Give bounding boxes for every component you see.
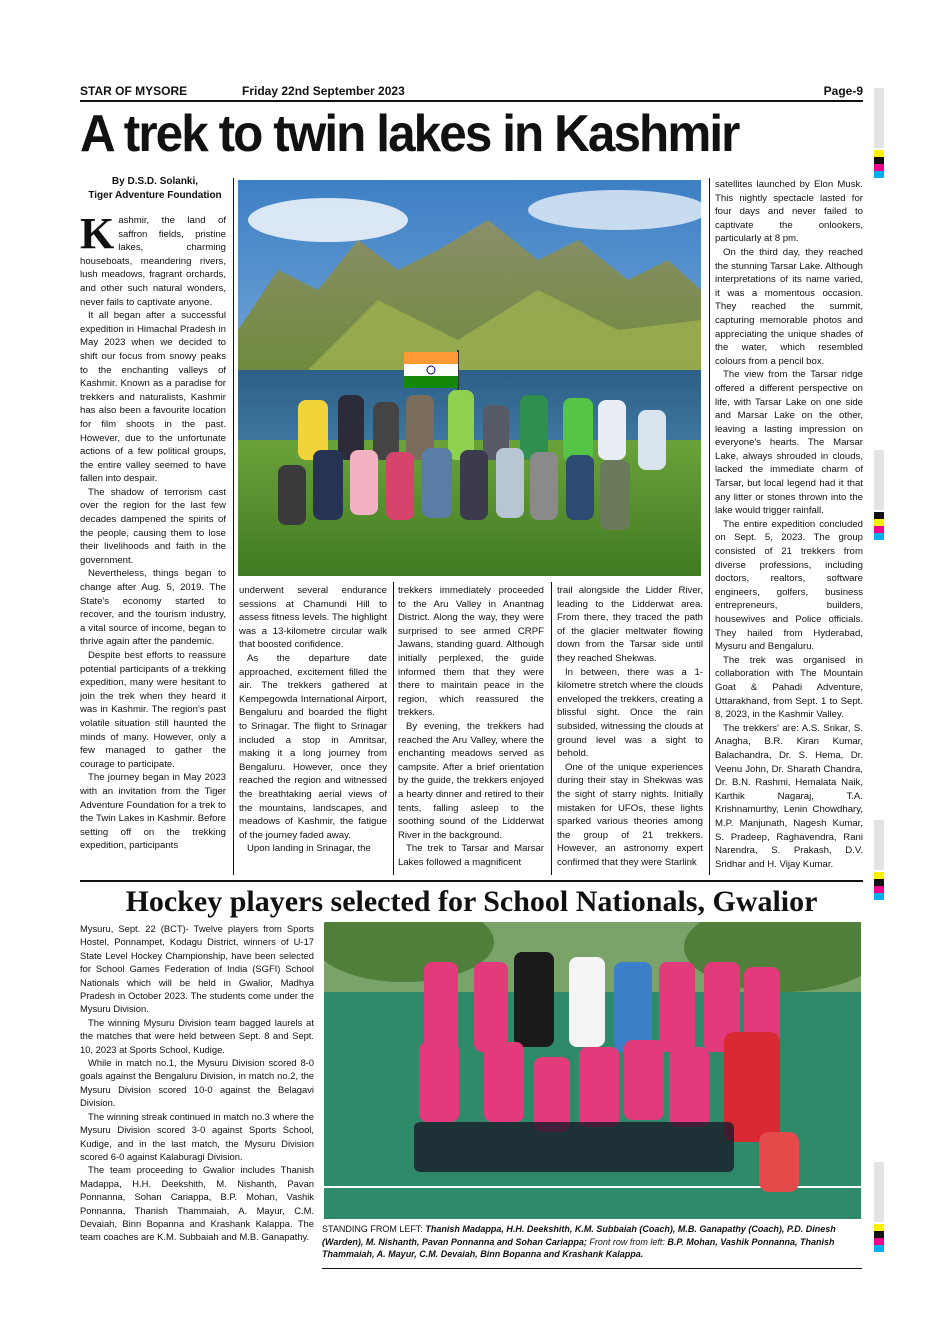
article-column-4 [557, 584, 703, 874]
paragraph: The winning streak continued in match no.3 where the Mysuru Division scored 3-0 against Sports School, Kudige, and in the last match, the Mysuru Division scored 6-0 against Kalaburagi Division. [80, 1110, 314, 1162]
article-column-2 [239, 584, 387, 874]
paragraph: On the third day, they reached the stunning Tarsar Lake. Although interpretations of its name varied, it was a momentous occasion. They reached the summit, capturing memorable photos and appreciating the unique shades of the water, which resembled colours from a pencil box. [715, 246, 863, 367]
drop-cap: K [80, 214, 115, 258]
trek-photo-illustration [238, 180, 701, 576]
paragraph: The trek to Tarsar and Marsar Lakes followed a magnificent [398, 843, 544, 868]
paragraph: ashmir, the land of saffron fields, pristine lakes, charming houseboats, meandering rivers, lush meadows, fragrant orchards, and other such natural wonders, never fails to captivate anyone. [80, 215, 226, 308]
paragraph: underwent several endurance sessions at Chamundi Hill to assess fitness levels. The highlight was a 13-kilometre circular walk that boosted confidence. [239, 585, 387, 651]
paragraph: The journey began in May 2023 with an invitation from the Tiger Adventure Foundation for a trek to the Twin Lakes in Kashmir. Before setting off on the trekking expedition, participants [80, 772, 226, 852]
paragraph: The view from the Tarsar ridge offered a different perspective on life, with Tarsar Lake on one side and Marsar Lake on the other, leaving a lasting impression on everyone's hearts. The Marsar Lake, always shrouded in clouds, lacked the immediate charm of Tarsar, but local legend had it that any litter or stones thrown into the lake would trigger rainfall. [715, 369, 863, 517]
article-headline: A trek to twin lakes in Kashmir [80, 105, 739, 163]
paragraph: While in match no.1, the Mysuru Division scored 8-0 goals against the Bengaluru Division, in match no.2, the Mysuru Division scored 10-0 against the Belagavi Division. [80, 1057, 314, 1109]
hockey-headline: Hockey players selected for School Nationals, Gwalior [80, 880, 863, 926]
byline-author: By D.S.D. Solanki, [111, 176, 199, 187]
column-rule [709, 178, 710, 875]
page-number: Page-9 [823, 84, 863, 98]
paragraph: By evening, the trekkers had reached the Aru Valley, where the enchanting meadows served as campsite. After a brief orientation by the guide, the trekkers enjoyed a hearty dinner and retired to their tents, falling asleep to the soothing sound of the Lidderwat River in the background. [398, 720, 544, 841]
paragraph: The trekkers' are: A.S. Srikar, S. Anagha, B.R. Kiran Kumar, Balachandra, Dr. S. Hema, Dr. Veenu John, Dr. Sharath Chandra, Dr. B.N. Rashmi, Hemalata Naik, Karthik Nagaraj, T.A. Krishnamurthy, Lenin Chowdhary, M.P. Manjunath, Nagesh Kumar, S. Pradeep, Raghavendra, Rani Narendra, S. Prakash, D.V. Sridhar and H. Vijay Kumar. [715, 722, 863, 870]
paragraph: The shadow of terrorism cast over the region for the last few decades dampened the spirits of the people, causing them to lose their livelihoods and faith in the government. [80, 486, 226, 566]
paragraph: trekkers immediately proceeded to the Aru Valley in Anantnag District. Along the way, they were surprised to see armed CRPF Jawans, standing guard. Although initially perplexed, the guide informed them that they were there to maintain peace in the region, which reassured the trekkers. [398, 585, 544, 719]
masthead [80, 82, 863, 102]
color-registration-mark [874, 872, 884, 900]
hockey-photo-illustration [324, 922, 861, 1219]
margin-grey-bar [874, 1162, 884, 1222]
article-column-5 [715, 178, 863, 875]
byline-org: Tiger Adventure Foundation [88, 190, 222, 201]
paragraph: Mysuru, Sept. 22 (BCT)- Twelve players from Sports Hostel, Ponnampet, Kodagu District, winners of U-17 State Level Hockey Championship, have been selected for School Games Federation of India (SGFI) School Nationals which will be held in Gwalior, Madhya Pradesh in October 2023. The students come under the Mysuru Division. [80, 923, 314, 1015]
paragraph: Upon landing in Srinagar, the [247, 843, 371, 855]
column-rule [233, 178, 234, 875]
trek-group-photo [238, 180, 701, 576]
margin-grey-bar [874, 88, 884, 148]
margin-grey-bar [874, 820, 884, 870]
caption-lead: STANDING FROM LEFT: [322, 1224, 423, 1234]
paper-name: STAR OF MYSORE [80, 84, 188, 98]
color-registration-mark [874, 1224, 884, 1252]
color-registration-mark [874, 512, 884, 540]
caption-front-label: Front row from left: [589, 1236, 665, 1247]
article-column-1 [80, 214, 226, 874]
hockey-photo-caption [322, 1223, 862, 1261]
margin-grey-bar [874, 450, 884, 510]
paragraph: trail alongside the Lidder River, leading to the Lidderwat area. From there, they traced the path of the glacier meltwater flowing down from the Tarsar side until they reached Shekwas. [557, 585, 703, 664]
paragraph: Despite best efforts to reassure potential participants of a trekking expedition, many were hesitant to join the trek when they heard it was in Kashmir. The region's past volatile situation still haunted the minds of many. However, only a few managed to gather the courage to participate. [80, 650, 226, 770]
paragraph: The entire expedition concluded on Sept. 5, 2023. The group consisted of 21 trekkers from diverse professions, including doctors, realtors, software engineers, golfers, business entrepreneurs, builders, housewives and Police officials. They hailed from Hyderabad, Mysuru and Bengaluru. [715, 518, 863, 653]
paragraph: It all began after a successful expedition in Himachal Pradesh in May 2023 when we decided to shift our focus from snowy peaks to the enchanting valleys of Kashmir. Known as a paradise for trekkers and naturalists, Kashmir has also been a favourite location for film shoots in the past. However, due to the unfortunate actions of a few political groups, the entire valley seemed to have fallen into despair. [80, 310, 226, 485]
paragraph: The winning Mysuru Division team bagged laurels at the matches that were held between Sept. 8 and Sept. 10, 2023 at Sports School, Kudige. [80, 1016, 314, 1055]
paragraph: The trek was organised in collaboration with The Mountain Goat & Pahadi Adventure, Uttarakhand, from Sept. 1 to Sept. 8, 2023, in the Kashmir Valley. [715, 654, 863, 721]
hockey-article-body [80, 922, 314, 1272]
issue-date: Friday 22nd September 2023 [242, 84, 405, 98]
byline [80, 175, 230, 203]
caption-front-names: B.P. Mohan, Vashik Ponnanna, Thanish Thammaiah, A. Mayur, C.M. Devaiah, Binn Bopanna and Krashank Kalappa. [322, 1236, 835, 1259]
paragraph: In between, there was a 1-kilometre stretch where the clouds enveloped the trekkers, creating a blissful sight. Once the rain subsided, witnessing the clouds at ground level was a sight to behold. [557, 666, 703, 760]
color-registration-mark [874, 150, 884, 178]
caption-standing-names: Thanish Madappa, H.H. Deekshith, K.M. Subbaiah (Coach), M.B. Ganapathy (Coach), P.D. Dinesh (Warden), M. Nishanth, Pavan Ponnanna and Sohan Cariappa; [322, 1224, 836, 1247]
paragraph: As the departure date approached, excitement filled the air. The trekkers gathered at Kempegowda International Airport, Bengaluru and boarded the flight to Srinagar. The flight to Srinagar included a stop in Amritsar, making it a long journey from Bengaluru. However, once they reached the region and witnessed the breathtaking aerial views of the mountains, landscapes, and meadows of Kashmir, the fatigue of the journey faded away. [239, 652, 387, 841]
paragraph: Nevertheless, things began to change after Aug. 5, 2019. The State's economy started to recover, and the tourism industry, a vital source of income, began to thrive again after the pandemic. [80, 568, 226, 648]
column-rule [551, 582, 552, 875]
hockey-team-photo [324, 922, 861, 1219]
article-column-3 [398, 584, 544, 874]
caption-rule [322, 1268, 862, 1269]
paragraph: One of the unique experiences during their stay in Shekwas was the sight of starry nights. Initially mistaken for UFOs, these lights sparked various theories among the group of 21 trekkers. However, an astronomy expert confirmed that they were Starlink [557, 761, 703, 868]
paragraph: satellites launched by Elon Musk. This nightly spectacle lasted for four days and never failed to captivate the onlookers, particularly at 8 pm. [715, 179, 863, 245]
paragraph: The team proceeding to Gwalior includes Thanish Madappa, H.H. Deekshith, M. Nishanth, Pavan Ponnanna, Sohan Cariappa, B.P. Mohan, Vashik Ponnanna, Thanish Thammaiah, A. Mayur, C.M. Devaiah, Binn Bopanna and Krashank Kalappa. The team coaches are K.M. Subbaiah and M.B. Ganapathy. [80, 1164, 314, 1243]
column-rule [393, 582, 394, 875]
